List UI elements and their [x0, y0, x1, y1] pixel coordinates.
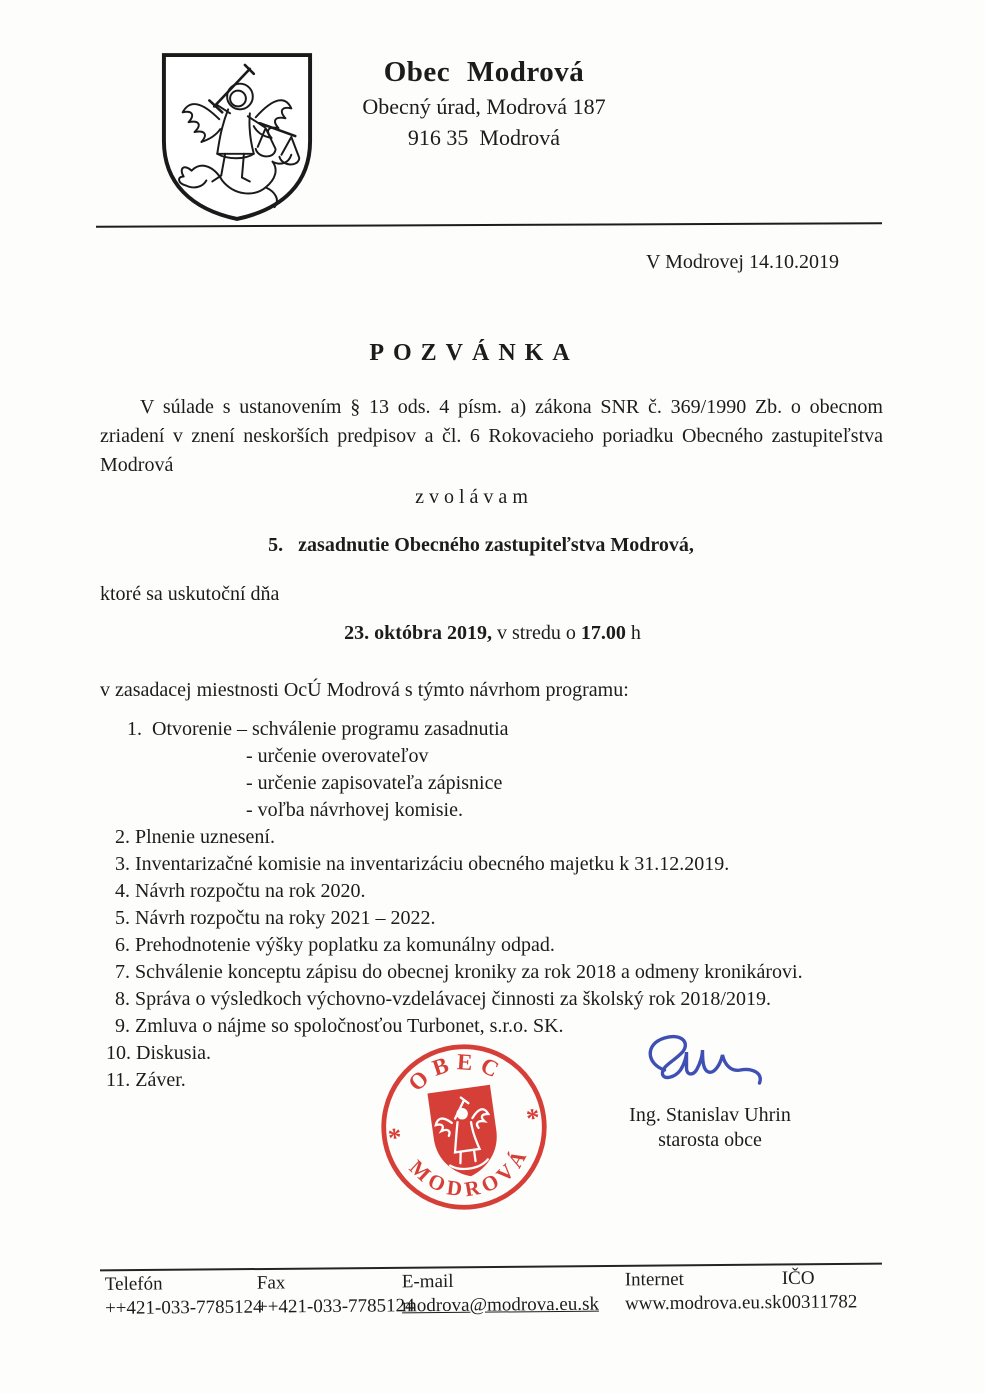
org-name: Obec Modrová — [383, 56, 585, 88]
document-title: POZVÁNKA — [369, 340, 579, 366]
program-item: 10. Diskusia. — [106, 1042, 211, 1064]
footer-ico — [782, 1267, 858, 1314]
letterhead — [0, 54, 968, 151]
stamp-left-star: * — [386, 1121, 404, 1154]
program-item: 7. Schválenie konceptu zápisu do obecnej kroniky za rok 2018 a odmeny kronikárovi. — [115, 961, 803, 983]
footer-fax — [257, 1271, 415, 1318]
footer-email-value: modrova@modrova.eu.sk — [401, 1293, 600, 1317]
meeting-time: 17.00 — [580, 622, 626, 644]
footer-contact-bar — [100, 1267, 890, 1334]
org-address-line2: 916 35 Modrová — [407, 124, 561, 150]
program-item: 9. Zmluva o nájme so spoločnosťou Turbonet, s.r.o. SK. — [115, 1015, 564, 1037]
program-item: 1. Otvorenie – schválenie programu zasadnutia — [127, 718, 509, 740]
signatory-title: starosta obce — [658, 1129, 762, 1151]
footer-phone-label: Telefón — [104, 1273, 163, 1295]
stamp-bottom-text: MODROVÁ — [404, 1142, 534, 1202]
footer-fax-label: Fax — [256, 1272, 286, 1294]
stamp-right-star: * — [524, 1102, 542, 1134]
venue-text: v zasadacej miestnosti OcÚ Modrová s týmto návrhom programu: — [100, 679, 629, 701]
program-subitem: - určenie overovateľov — [246, 745, 429, 767]
program-subitem: - určenie zapisovateľa zápisnice — [246, 772, 503, 794]
program-item: 11. Záver. — [106, 1069, 186, 1091]
program-subitem: - voľba návrhovej komisie. — [246, 799, 463, 821]
org-address-line1: Obecný úrad, Modrová 187 — [362, 94, 606, 120]
footer-internet — [625, 1268, 782, 1315]
program-item: 2. Plnenie uznesení. — [115, 826, 275, 848]
footer-ico-label: IČO — [781, 1267, 815, 1290]
signature-block — [615, 1028, 805, 1153]
datetime-mid-text: v stredu o — [491, 622, 581, 644]
intro-paragraph: V súlade s ustanovením § 13 ods. 4 písm. a) zákona SNR č. 369/1990 Zb. o obecnom zriadení v znení neskorších predpisov a čl. 6 Rokovacieho poriadku Obecného zastupiteľstva Modrová — [100, 396, 883, 476]
program-item: 3. Inventarizačné komisie na inventarizáciu obecného majetku k 31.12.2019. — [115, 853, 730, 875]
datetime-suffix: h — [625, 622, 641, 644]
footer-phone-value: ++421-033-7785124 — [104, 1296, 263, 1319]
stamp-top-text: OBEC — [403, 1049, 509, 1097]
program-item: 6. Prehodnotenie výšky poplatku za komunálny odpad. — [115, 934, 555, 956]
program-item: 8. Správa o výsledkoch výchovno-vzdelávacej činnosti za školský rok 2018/2019. — [115, 988, 771, 1010]
program-item: 5. Návrh rozpočtu na roky 2021 – 2022. — [115, 907, 436, 929]
footer-email-label: E-mail — [401, 1270, 454, 1293]
footer-email — [402, 1270, 599, 1318]
meeting-heading: 5. zasadnutie Obecného zastupiteľstva Modrová, — [268, 534, 694, 556]
footer-fax-value: ++421-033-7785124 — [256, 1295, 415, 1318]
meeting-datetime — [0, 622, 985, 645]
signatory-name: Ing. Stanislav Uhrin — [629, 1104, 791, 1126]
footer-internet-value: www.modrova.eu.sk — [624, 1292, 782, 1315]
place-and-date: V Modrovej 14.10.2019 — [646, 251, 839, 273]
footer-phone — [105, 1273, 263, 1320]
program-item: 4. Návrh rozpočtu na rok 2020. — [115, 880, 366, 902]
handwritten-signature — [628, 1028, 793, 1100]
footer-ico-value: 00311782 — [781, 1291, 858, 1314]
which-day-text: ktoré sa uskutoční dňa — [100, 583, 280, 605]
convene-word: zvolávam — [415, 486, 533, 508]
official-round-stamp — [378, 1041, 550, 1213]
meeting-date: 23. októbra 2019, — [344, 622, 492, 644]
footer-internet-label: Internet — [624, 1268, 684, 1291]
